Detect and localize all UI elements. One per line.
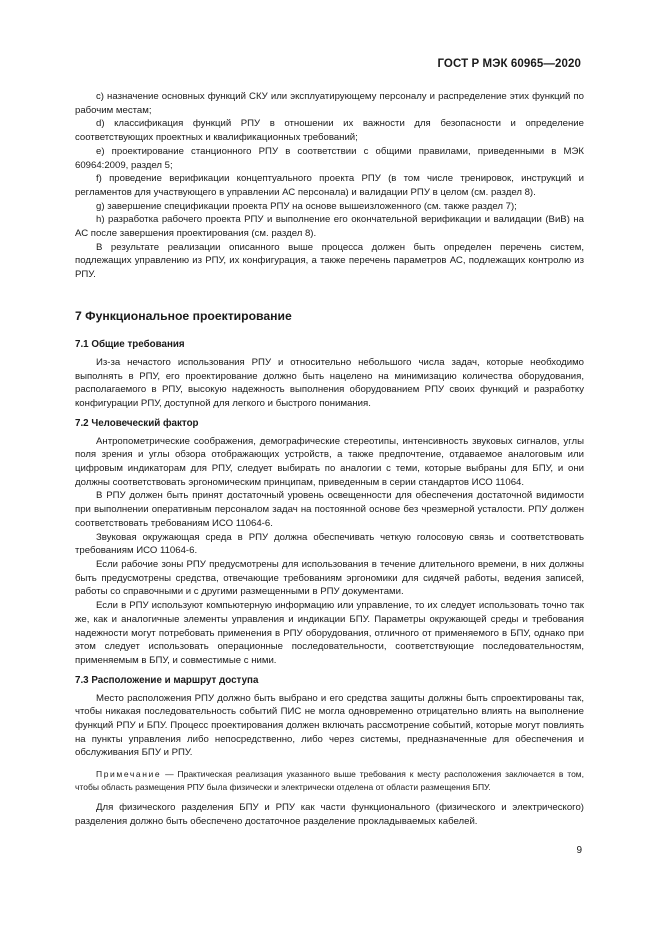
- list-item-g: g) завершение спецификации проекта РПУ на основе вышеизложенного (см. также раздел 7);: [96, 200, 517, 212]
- document-body: [75, 90, 584, 828]
- section-7-1-title: 7.1 Общие требования: [75, 338, 185, 350]
- section-7-3-last-paragraph: Для физического разделения БПУ и РПУ как части функционального (физического и электрического) разделения должно быть обеспечено достаточное разделение прокладываемых кабелей.: [75, 801, 584, 827]
- section-7-2-paragraph: Если в РПУ используют компьютерную информацию или управление, то их следует использовать точно так же, как и аналогичные элементы управления и индикации БПУ. Параметры окружающей среды и требования надежности могут потребовать применения в РПУ оборудования, отличного от применяемого в БПУ, однако при этом следует использовать операционные последовательности, соответствующие последовательностям, применяемым в БПУ, и совместимые с ними.: [75, 600, 584, 666]
- standard-number-header: ГОСТ Р МЭК 60965—2020: [437, 58, 581, 70]
- section-7-2-paragraph: Если рабочие зоны РПУ предусмотрены для использования в течение длительного времени, в них должны быть предусмотрены средства, отвечающие требованиям эргономики для сидячей работы, ведения записей, работы со справочными и с другими размещенными в РПУ документами.: [75, 558, 584, 598]
- section-7-2-paragraph: Звуковая окружающая среда в РПУ должна обеспечивать четкую голосовую связь и соответствовать требованиям ИСО 11064-6.: [75, 531, 584, 557]
- section-7-2-title: 7.2 Человеческий фактор: [75, 417, 199, 429]
- note-label: Примечание: [96, 769, 162, 780]
- list-item-e: e) проектирование станционного РПУ в соответствии с общими правилами, приведенными в МЭК 60964:2009, раздел 5;: [75, 145, 584, 171]
- intro-conclusion-paragraph: В результате реализации описанного выше процесса должен быть определен перечень систем, подлежащих управлению из РПУ, их конфигурация, а также перечень параметров АС, подлежащих контролю из РПУ.: [75, 241, 584, 281]
- list-item-f: f) проведение верификации концептуального проекта РПУ (в том числе тренировок, инструкций и регламентов для участвующего в управлении АС персонала) и валидации РПУ в целом (см. раздел 8).: [75, 173, 584, 198]
- section-7-2-paragraph: В РПУ должен быть принят достаточный уровень освещенности для обеспечения достаточной видимости при выполнении оперативным персоналом задач на постоянной основе без чрезмерной усталости. РПУ должен соответствовать требованиям ИСО 11064-6.: [75, 490, 584, 529]
- page-number: 9: [576, 845, 582, 856]
- note: [75, 768, 584, 793]
- section-7-3-title: 7.3 Расположение и маршрут доступа: [75, 674, 259, 686]
- section-7-title: 7 Функциональное проектирование: [75, 308, 292, 323]
- section-7-1-paragraph: Из-за нечастого использования РПУ и относительно небольшого числа задач, которые необходимо выполнять в РПУ, его проектирование должно быть нацелено на минимизацию количества оборудования, располагаемого в РПУ, высокую надежность выполнения оборудованием РПУ своих функций и разработку конфигурации РПУ, доступной для легкого и быстрого понимания.: [75, 356, 584, 409]
- note-text: — Практическая реализация указанного выше требования к месту расположения заключается в том, чтобы область размещения РПУ была физически и электрически отделена от области размещения БПУ.: [75, 769, 584, 792]
- section-7-2-paragraph: Антропометрические соображения, демографические стереотипы, интенсивность звуковых сигналов, углы поля зрения и углы обзора отображающих устройств, а также предпочтение, отдаваемое аналоговым или цифровым индикаторам для РПУ, следует выбирать по аналогии с теми, которые выбраны для БПУ, и они должны соответствовать эргономическим принципам, приведенным в серии стандартов ИСО 11064.: [75, 435, 584, 488]
- list-item-d: d) классификация функций РПУ в отношении их важности для безопасности и определение соответствующих проектных и квалификационных требований;: [75, 118, 584, 144]
- list-item-h: h) разработка рабочего проекта РПУ и выполнение его окончательной верификации и валидации (ВиВ) на АС после завершения проектирования (см. раздел 8).: [75, 214, 584, 240]
- list-item-c: c) назначение основных функций СКУ или эксплуатирующему персоналу и распределение этих функций по рабочим местам;: [75, 91, 584, 116]
- section-7-3-paragraph: Место расположения РПУ должно быть выбрано и его средства защиты должны быть спроектированы так, чтобы никакая последовательность событий ПИС не могла одновременно отрицательно влиять на выполнение функций РПУ и БПУ. Процесс проектирования должен включать рассмотрение событий, которые могут повлиять на пункты управления либо непосредственно, либо через системы, предназначенные для обеспечения и обслуживания БПУ и РПУ.: [75, 692, 584, 759]
